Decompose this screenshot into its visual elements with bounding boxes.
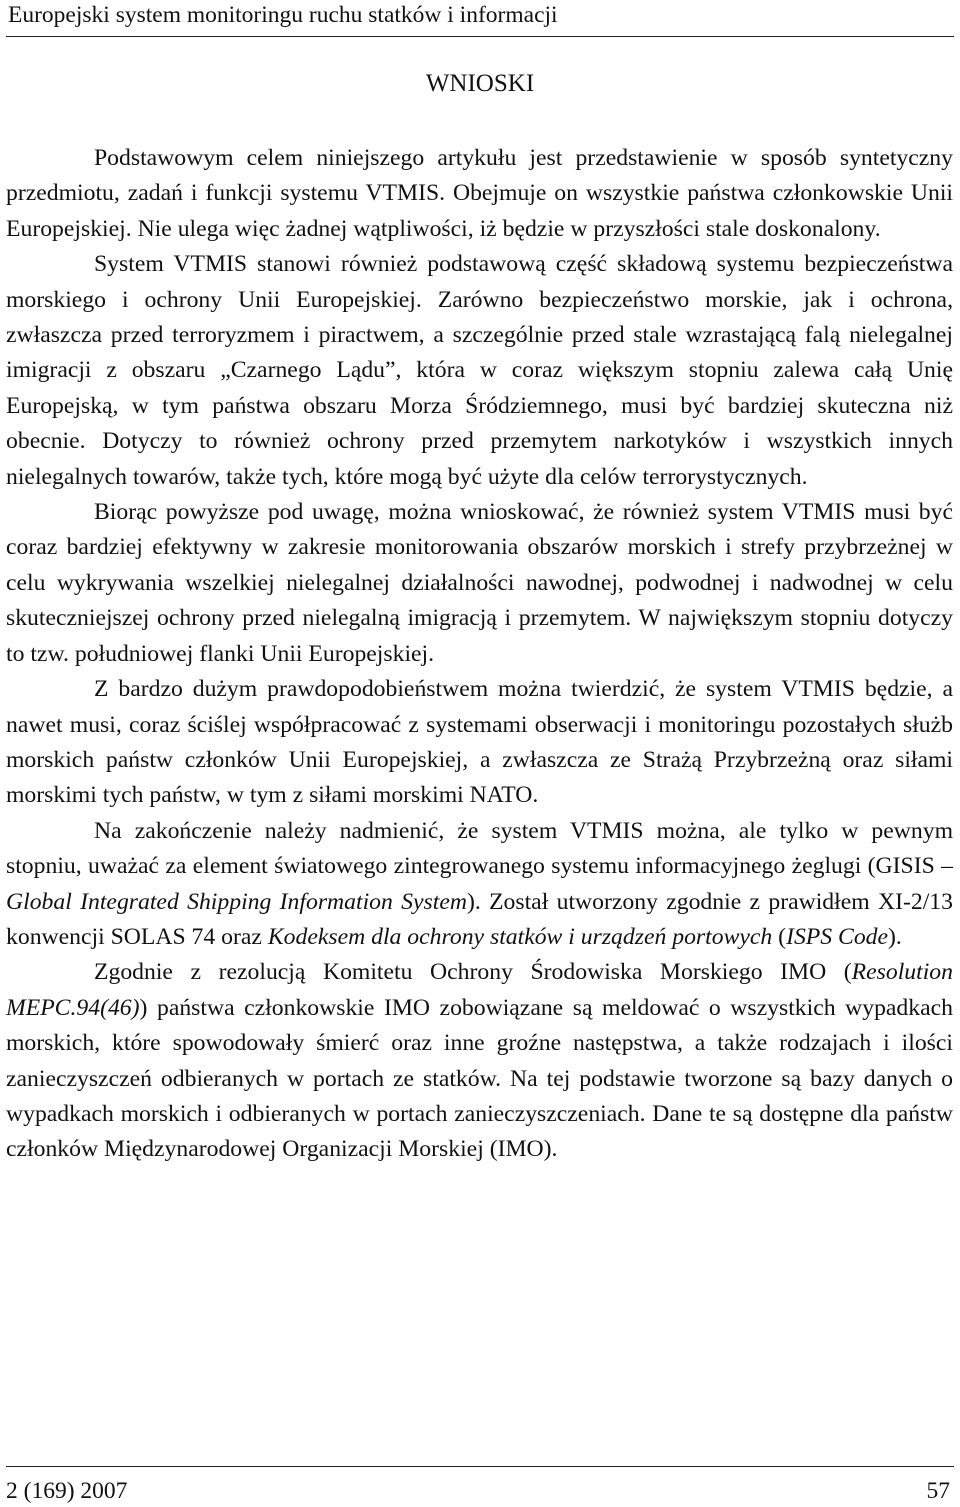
paragraph-security bbox=[6, 247, 953, 495]
section-title: WNIOSKI bbox=[425, 70, 535, 97]
journal-issue: 2 (169) 2007 bbox=[6, 1478, 128, 1504]
paragraph-gisis-italic-3: ISPS Code bbox=[786, 923, 889, 950]
paragraph-imo-italic: Resolution MEPC.94(46) bbox=[6, 959, 953, 1021]
paragraph-gisis-text-2: ). Został utworzony zgodnie z prawidłem XI-2/13 konwencji SOLAS 74 oraz bbox=[6, 888, 953, 950]
paragraph-imo-text-2: ) państwa członkowskie IMO zobowiązane są meldować o wszystkich wypadkach morskich, które spowodowały śmierć oraz inne groźne następstwa, a także rodzajach i ilości zanieczyszczeń odbieranych w portach ze statków. Na tej podstawie tworzone są bazy danych o wypadkach morskich i odbieranych w portach zanieczyszczeniach. Dane te są dostępne dla państw członków Międzynarodowej Organizacji Morskiej (IMO). bbox=[6, 994, 953, 1163]
page-number: 57 bbox=[926, 1478, 950, 1504]
paragraph-efficiency-text: Biorąc powyższe pod uwagę, można wnioskować, że również system VTMIS musi być coraz bardziej efektywny w zakresie monitorowania obszarów morskich i strefy przybrzeżnej w celu wykrywania wszelkiej nielegalnej działalności nawodnej, podwodnej i nadwodnej w celu skuteczniejszej ochrony przed nielegalną imigracją i przemytem. W największym stopniu dotyczy to tzw. południowej flanki Unii Europejskiej. bbox=[6, 499, 953, 667]
paragraph-gisis-text-3: ( bbox=[772, 923, 787, 950]
running-header-title: Europejski system monitoringu ruchu statków i informacji bbox=[8, 2, 558, 28]
paragraph-efficiency bbox=[6, 495, 953, 672]
paragraph-summary bbox=[6, 141, 953, 247]
paragraph-imo bbox=[6, 955, 953, 1167]
paragraph-security-text: System VTMIS stanowi również podstawową część składową systemu bezpieczeństwa morskiego i ochrony Unii Europejskiej. Zarówno bezpieczeństwo morskie, jak i ochrona, zwłaszcza przed terroryzmem i piractwem, a szczególnie przed stale wzrastającą falą nielegalnej imigracji z obszaru „Czarnego Lądu”, która w coraz większym stopniu zalewa całą Unię Europejską, w tym państwa obszaru Morza Śródziemnego, musi być bardziej skuteczna niż obecnie. Dotyczy to również ochrony przed przemytem narkotyków i wszystkich innych nielegalnych towarów, także tych, które mogą być użyte dla celów terrorystycznych. bbox=[6, 251, 953, 490]
paragraph-gisis-text-1: Na zakończenie należy nadmienić, że system VTMIS można, ale tylko w pewnym stopniu, uważać za element światowego zintegrowanego systemu informacyjnego żeglugi (GISIS – bbox=[6, 817, 953, 880]
paragraph-gisis-italic-1: Global Integrated Shipping Information System bbox=[6, 888, 467, 915]
running-header bbox=[6, 0, 954, 37]
paragraph-cooperation bbox=[6, 672, 953, 814]
paragraph-summary-text: Podstawowym celem niniejszego artykułu jest przedstawienie w sposób syntetyczny przedmiotu, zadań i funkcji systemu VTMIS. Obejmuje on wszystkie państwa członkowskie Unii Europejskiej. Nie ulega więc żadnej wątpliwości, iż będzie w przyszłości stale doskonalony. bbox=[6, 145, 953, 242]
article-body bbox=[6, 141, 953, 1168]
paragraph-imo-text-1: Zgodnie z rezolucją Komitetu Ochrony Środowiska Morskiego IMO ( bbox=[94, 959, 852, 986]
paragraph-gisis bbox=[6, 814, 953, 956]
paragraph-cooperation-text: Z bardzo dużym prawdopodobieństwem można twierdzić, że system VTMIS będzie, a nawet musi, coraz ściślej współpracować z systemami obserwacji i monitoringu pozostałych służb morskich państw członków Unii Europejskiej, a zwłaszcza ze Strażą Przybrzeżną oraz siłami morskimi tych państw, w tym z siłami morskimi NATO. bbox=[6, 676, 953, 809]
running-footer bbox=[6, 1466, 954, 1507]
paragraph-gisis-text-4: ). bbox=[888, 923, 902, 950]
paragraph-gisis-italic-2: Kodeksem dla ochrony statków i urządzeń portowych bbox=[267, 923, 773, 950]
